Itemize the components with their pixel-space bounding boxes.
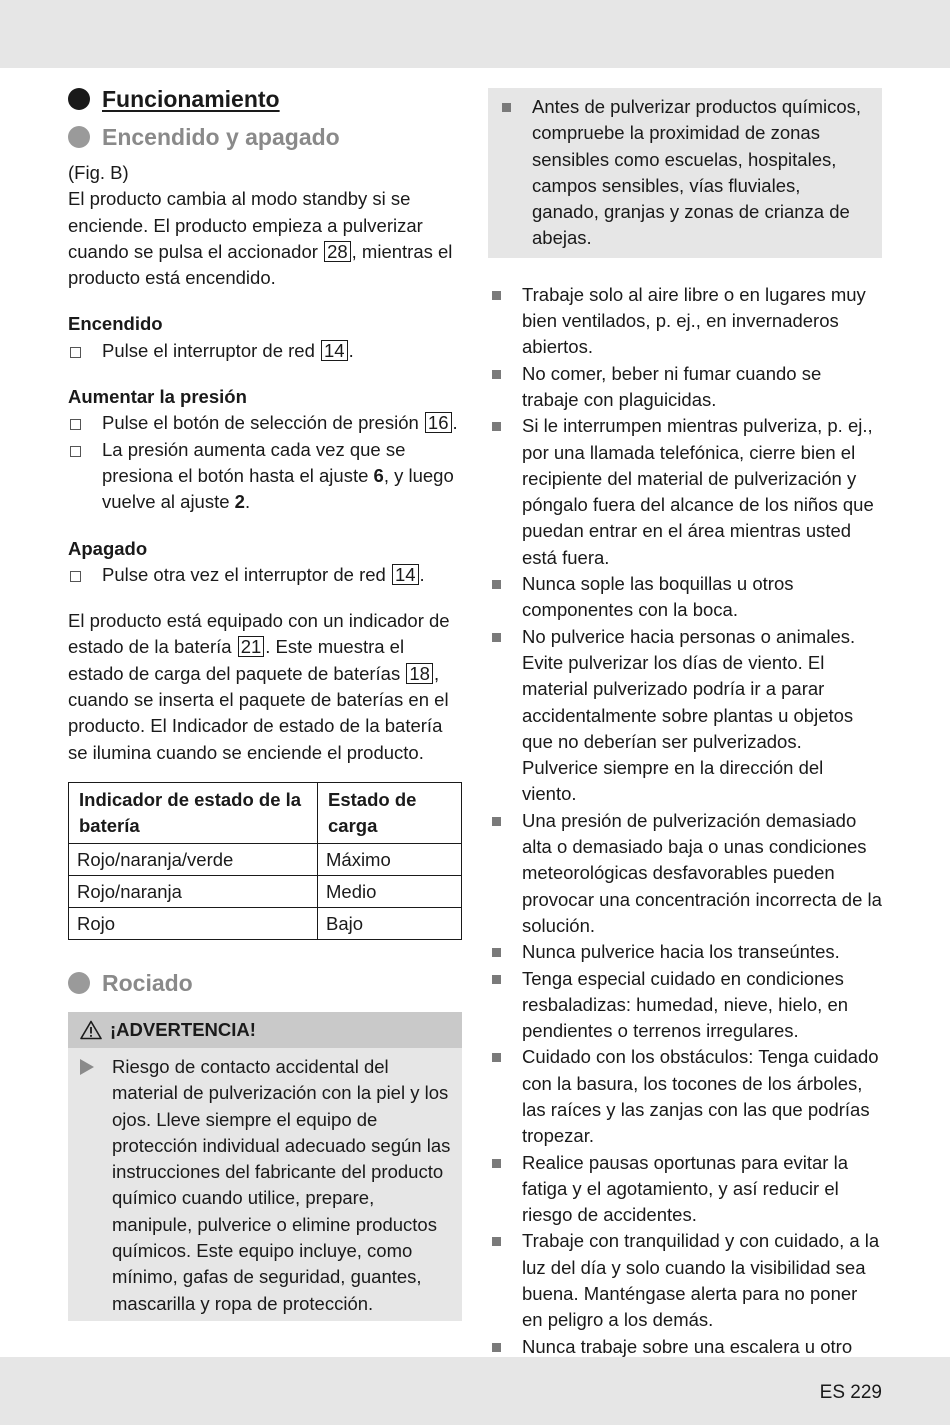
heading-bullet-icon — [68, 88, 90, 110]
right-column — [488, 88, 882, 1386]
step-item: Pulse el interruptor de red 14 . — [68, 338, 462, 364]
arrow-right-icon — [80, 1059, 94, 1075]
part-ref: 21 — [238, 636, 265, 657]
note-text: Antes de pulverizar productos químicos, compruebe la proximidad de zonas sensibles como escuelas, hospitales, campos sensibles, vías fluviales, ganado, granjas y zonas de crianza de abejas. — [532, 96, 862, 249]
table-cell: Rojo/naranja/verde — [69, 843, 318, 875]
table-row — [69, 907, 462, 939]
section-heading — [68, 84, 462, 114]
encendido-block — [68, 311, 462, 364]
subheading-bullet-icon — [68, 972, 90, 994]
list-item: Nunca sople las boquillas u otros componentes con la boca. — [488, 571, 882, 624]
table-cell: Máximo — [318, 843, 462, 875]
list-item: Una presión de pulverización demasiado alta o demasiado baja o unas condiciones meteorológicas desfavorables pueden provocar una concentración incorrecta de la solución. — [488, 808, 882, 939]
rociado-heading — [68, 968, 462, 998]
part-ref: 14 — [392, 564, 419, 585]
list-item: Tenga especial cuidado en condiciones resbaladizas: humedad, nieve, hielo, en pendientes o terrenos irregulares. — [488, 966, 882, 1045]
note-box — [488, 88, 882, 258]
list-item: Si le interrumpen mientras pulveriza, p. ej., por una llamada telefónica, cierre bien el recipiente del material de pulverización y póngalo fuera del alcance de los niños que puedan entrar en el área mientras usted está fuera. — [488, 413, 882, 571]
left-column — [68, 84, 462, 1321]
warning-body — [68, 1048, 462, 1321]
apagado-block — [68, 536, 462, 589]
aumentar-block — [68, 384, 462, 515]
table-cell: Rojo/naranja — [69, 875, 318, 907]
apagado-title: Apagado — [68, 537, 148, 559]
table-row — [69, 843, 462, 875]
table-header-cell: Indicador de estado de la batería — [69, 782, 318, 843]
rociado-title: Rociado — [102, 969, 193, 996]
header-band — [0, 0, 950, 68]
intro-text: El producto cambia al modo standby si se enciende. El producto empieza a pulverizar cuando se pulsa el accionador 28 , mientras el producto está encendido. — [68, 188, 453, 289]
square-bullet-icon — [502, 103, 511, 112]
step-item: Pulse otra vez el interruptor de red 14 . — [68, 562, 462, 588]
list-item: Trabaje con tranquilidad y con cuidado, a la luz del día y solo cuando la visibilidad sea buena. Manténgase alerta para no poner en peligro a los demás. — [488, 1228, 882, 1333]
warning-header — [68, 1012, 462, 1048]
list-item: No comer, beber ni fumar cuando se trabaje con plaguicidas. — [488, 361, 882, 414]
table-cell: Medio — [318, 875, 462, 907]
safety-list — [488, 282, 882, 1386]
table-cell: Rojo — [69, 907, 318, 939]
table-header-row — [69, 782, 462, 843]
step-item: La presión aumenta cada vez que se presiona el botón hasta el ajuste 6, y luego vuelve al ajuste 2. — [68, 437, 462, 516]
warning-label: ¡ADVERTENCIA! — [110, 1018, 256, 1040]
section-title: Funcionamiento — [102, 85, 280, 112]
subheading-bullet-icon — [68, 126, 90, 148]
table-row — [69, 875, 462, 907]
part-ref: 18 — [406, 663, 433, 684]
list-item: Trabaje solo al aire libre o en lugares muy bien ventilados, p. ej., en invernaderos abiertos. — [488, 282, 882, 361]
page-number: ES 229 — [819, 1382, 882, 1403]
battery-status-table — [68, 782, 462, 940]
warning-triangle-icon — [80, 1020, 102, 1040]
part-ref: 16 — [425, 412, 452, 433]
list-item: No pulverice hacia personas o animales. Evite pulverizar los días de viento. El material pulverizado podría ir a parar accidentalmente sobre plantas u objetos que no deberían ser pulverizados. Pulverice siempre en la dirección del viento. — [488, 624, 882, 808]
fig-reference: (Fig. B) — [68, 162, 129, 183]
footer-band — [0, 1357, 950, 1425]
subsection-title: Encendido y apagado — [102, 123, 340, 150]
list-item: Nunca pulverice hacia los transeúntes. — [488, 939, 882, 965]
part-ref: 14 — [321, 340, 348, 361]
warning-text: Riesgo de contacto accidental del material de pulverización con la piel y los ojos. Lleve siempre el equipo de protección individual adecuado según las instrucciones del fabricante del producto químico cuando utilice, prepare, manipule, pulverice o elimine productos químicos. Este equipo incluye, como mínimo, gafas de seguridad, guantes, mascarilla y ropa de protección. — [112, 1055, 451, 1314]
table-header-cell: Estado de carga — [318, 782, 462, 843]
subsection-heading — [68, 122, 462, 152]
warning-box — [68, 1012, 462, 1321]
part-ref: 28 — [324, 241, 351, 262]
table-cell: Bajo — [318, 907, 462, 939]
intro-paragraph — [68, 160, 462, 291]
aumentar-title: Aumentar la presión — [68, 386, 247, 408]
list-item: Cuidado con los obstáculos: Tenga cuidado con la basura, los tocones de los árboles, las raíces y las zanjas con las que podrías tropezar. — [488, 1044, 882, 1149]
battery-paragraph: El producto está equipado con un indicador de estado de la batería 21 . Este muestra el estado de carga del paquete de baterías 18 , cuando se inserta el paquete de baterías en el producto. El Indicador de estado de la batería se ilumina cuando se enciende el producto. — [68, 610, 450, 763]
list-item: Realice pausas oportunas para evitar la fatiga y el agotamiento, y así reducir el riesgo de accidentes. — [488, 1150, 882, 1229]
step-item: Pulse el botón de selección de presión 16 . — [68, 410, 462, 436]
list-item: Nunca trabaje sobre una escalera u otro — [488, 1334, 882, 1387]
encendido-title: Encendido — [68, 313, 163, 335]
